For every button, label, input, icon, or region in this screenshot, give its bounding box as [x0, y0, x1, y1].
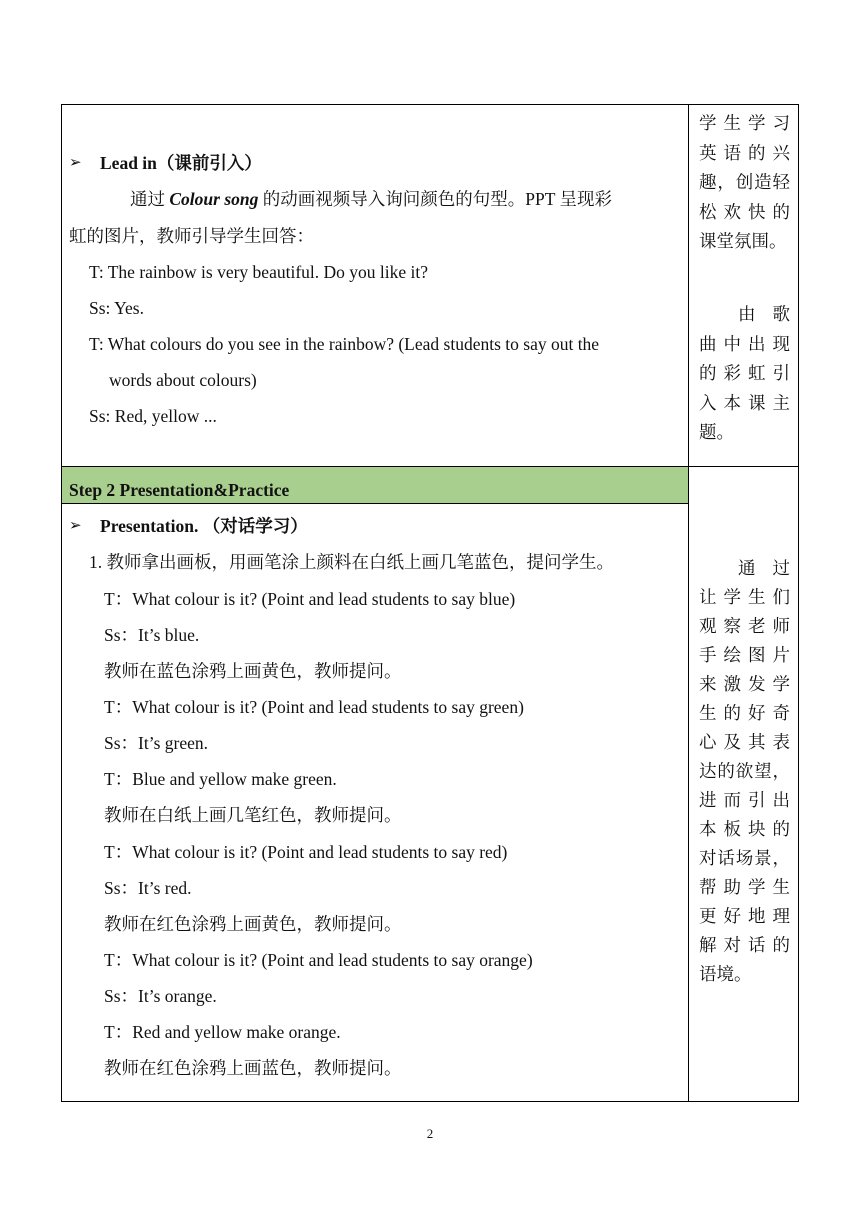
side-note-lead-in: 学生学习 英语的兴 趣，创造轻 松欢快的 课堂氛围。: [699, 113, 790, 251]
step-item-1: 1. 教师拿出画板，用画笔涂上颜料在白纸上画几笔蓝色，提问学生。: [89, 552, 614, 572]
bullet-arrow-icon: ➢: [69, 155, 82, 171]
dialogue-line: Ss: Yes.: [89, 298, 144, 318]
dialogue-line: Ss：It’s orange.: [104, 986, 217, 1006]
table-border-left: [61, 104, 62, 1102]
step-header: Step 2 Presentation&Practice: [69, 480, 290, 500]
dialogue-line: T: What colours do you see in the rainbow? (Lead students to say out the: [89, 334, 600, 354]
song-title: Colour song: [169, 189, 259, 209]
dialogue-line: Ss：It’s green.: [104, 733, 209, 753]
side-note-rainbow: 由歌 曲中出现 的彩虹引 入本课主 题。: [699, 304, 790, 442]
dialogue-line: T：What colour is it? (Point and lead students to say orange): [104, 950, 533, 970]
table-column-divider: [688, 104, 689, 1102]
lead-in-intro: 通过 Colour song 的动画视频导入询问颜色的句型。PPT 呈现彩: [130, 189, 612, 209]
instruction-line: 教师在红色涂鸦上画黄色，教师提问。: [104, 914, 402, 934]
table-border-right: [798, 104, 799, 1102]
bullet-arrow-icon: ➢: [69, 518, 82, 534]
lead-in-heading: Lead in（课前引入）: [100, 153, 262, 173]
instruction-line: 教师在红色涂鸦上画蓝色，教师提问。: [104, 1058, 402, 1078]
side-note-presentation: 通过 让学生们 观察老师 手绘图片 来激发学 生的好奇 心及其表 达的欲望， 进而引出 本板块的 对话场景， 帮助学生 更好地理 解对话的 语境。: [699, 558, 790, 984]
page-number: 2: [426, 1126, 434, 1141]
instruction-line: 教师在蓝色涂鸦上画黄色，教师提问。: [104, 661, 402, 681]
dialogue-line: Ss：It’s blue.: [104, 625, 200, 645]
dialogue-line: Ss: Red, yellow ...: [89, 406, 217, 426]
dialogue-line: T：What colour is it? (Point and lead students to say blue): [104, 589, 516, 609]
dialogue-line: T: The rainbow is very beautiful. Do you like it?: [89, 262, 429, 282]
dialogue-line: T：Blue and yellow make green.: [104, 769, 337, 789]
dialogue-line: words about colours): [109, 370, 257, 390]
presentation-heading: Presentation. （对话学习）: [100, 516, 308, 536]
dialogue-line: T：What colour is it? (Point and lead students to say red): [104, 842, 508, 862]
dialogue-line: Ss：It’s red.: [104, 878, 192, 898]
step-header-bottom-border: [61, 503, 689, 504]
dialogue-line: T：What colour is it? (Point and lead students to say green): [104, 697, 524, 717]
dialogue-line: T：Red and yellow make orange.: [104, 1022, 341, 1042]
instruction-line: 教师在白纸上画几笔红色，教师提问。: [104, 805, 402, 825]
lead-in-intro-line2: 虹的图片，教师引导学生回答：: [69, 226, 314, 246]
